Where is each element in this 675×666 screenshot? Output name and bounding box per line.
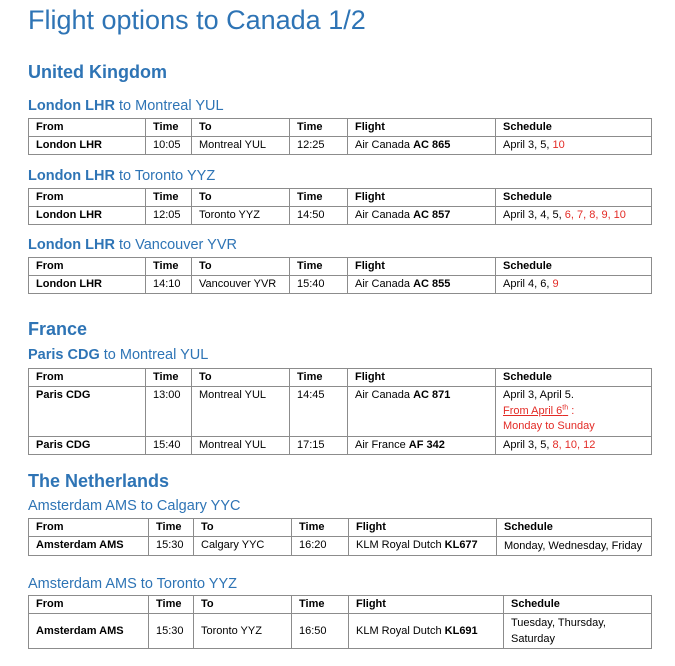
cell-from: London LHR [29, 137, 146, 155]
schedule-change-note [503, 404, 644, 420]
cell-flight [349, 614, 504, 649]
cell-from: Paris CDG [29, 387, 146, 437]
cell-schedule [496, 387, 652, 437]
route-origin: Paris CDG [28, 347, 100, 363]
table-row [29, 387, 652, 437]
cell-from: Amsterdam AMS [29, 537, 149, 556]
col-header-from: From [29, 596, 149, 614]
table-header-row [29, 369, 652, 387]
schedule-dates-highlight: 6, 7, 8, 9, 10 [564, 209, 626, 221]
schedule-dates: April 3, 5, [503, 438, 553, 451]
col-header-departure-time: Time [149, 596, 194, 614]
cell-departure-time: 10:05 [146, 137, 192, 155]
col-header-arrival-time: Time [290, 119, 348, 137]
cell-arrival-time: 12:25 [290, 137, 348, 155]
flight-table-ams-yyc [28, 518, 652, 556]
schedule-dates: April 4, 6, [503, 278, 553, 290]
cell-arrival-time: 16:50 [292, 614, 349, 649]
schedule-dates-highlight: 8, 10, 12 [552, 438, 596, 451]
cell-to: Montreal YUL [192, 137, 290, 155]
airline-name: KLM Royal Dutch [356, 539, 445, 551]
col-header-departure-time: Time [146, 189, 192, 207]
col-header-flight: Flight [349, 519, 497, 537]
cell-departure-time: 15:30 [149, 614, 194, 649]
cell-schedule: Tuesday, Thursday, Saturday [504, 614, 652, 649]
cell-departure-time: 13:00 [146, 387, 192, 437]
route-heading-lhr-yul [28, 97, 224, 115]
route-origin: London LHR [28, 98, 115, 114]
cell-flight [348, 276, 496, 294]
col-header-arrival-time: Time [292, 519, 349, 537]
col-header-to: To [192, 119, 290, 137]
schedule-dates-highlight: 10 [552, 139, 565, 151]
col-header-schedule: Schedule [496, 258, 652, 276]
col-header-schedule: Schedule [497, 519, 652, 537]
table-row [29, 137, 652, 155]
table-row [29, 207, 652, 225]
col-header-arrival-time: Time [292, 596, 349, 614]
country-heading-france: France [28, 319, 88, 339]
route-destination: to Montreal YUL [99, 347, 209, 363]
flight-table-lhr-yvr [28, 257, 652, 294]
col-header-departure-time: Time [149, 519, 194, 537]
col-header-from: From [29, 189, 146, 207]
cell-from: London LHR [29, 207, 146, 225]
table-row [29, 436, 652, 454]
col-header-departure-time: Time [146, 369, 192, 387]
table-header-row [29, 119, 652, 137]
col-header-from: From [29, 258, 146, 276]
flight-table-lhr-yul [28, 118, 652, 155]
schedule-dates: April 3, April 5. [503, 389, 574, 401]
col-header-departure-time: Time [146, 258, 192, 276]
cell-arrival-time: 14:45 [290, 387, 348, 437]
table-row [29, 614, 652, 649]
schedule-change-days: Monday to Sunday [503, 420, 595, 432]
table-header-row [29, 519, 652, 537]
col-header-to: To [192, 258, 290, 276]
table-header-row [29, 596, 652, 614]
col-header-to: To [192, 189, 290, 207]
country-heading-netherlands: The Netherlands [28, 471, 170, 491]
route-destination: to Montreal YUL [114, 98, 224, 114]
col-header-to: To [194, 519, 292, 537]
cell-schedule [496, 207, 652, 225]
col-header-to: To [194, 596, 292, 614]
cell-arrival-time: 17:15 [290, 436, 348, 454]
cell-flight [348, 207, 496, 225]
cell-schedule [496, 436, 652, 454]
schedule-change-date [503, 405, 568, 417]
flight-number: AC 855 [413, 278, 451, 290]
flight-number: AC 871 [413, 389, 451, 401]
airline-name: Air Canada [355, 139, 414, 151]
table-header-row [29, 258, 652, 276]
airline-name: Air France [355, 438, 409, 451]
cell-to: Montreal YUL [192, 436, 290, 454]
col-header-arrival-time: Time [290, 369, 348, 387]
schedule-dates: April 3, 4, 5, [503, 209, 565, 221]
schedule-change-date-text: From April 6 [503, 404, 563, 417]
airline-name: Air Canada [355, 389, 414, 401]
col-header-schedule: Schedule [504, 596, 652, 614]
page-title: Flight options to Canada 1/2 [28, 5, 366, 35]
route-origin: London LHR [28, 168, 115, 184]
col-header-flight: Flight [348, 189, 496, 207]
cell-departure-time: 12:05 [146, 207, 192, 225]
route-heading-ams-yyz: Amsterdam AMS to Toronto YYZ [28, 576, 237, 592]
cell-flight [348, 436, 496, 454]
airline-name: KLM Royal Dutch [356, 624, 445, 637]
route-heading-ams-yyc: Amsterdam AMS to Calgary YYC [28, 498, 241, 514]
cell-flight [348, 137, 496, 155]
cell-from: Amsterdam AMS [29, 614, 149, 649]
cell-arrival-time: 14:50 [290, 207, 348, 225]
cell-flight [348, 387, 496, 437]
route-destination: to Vancouver YVR [114, 237, 237, 253]
col-header-from: From [29, 119, 146, 137]
route-heading-lhr-yvr [28, 236, 237, 254]
flight-number: KL691 [444, 624, 478, 637]
col-header-departure-time: Time [146, 119, 192, 137]
route-origin: London LHR [28, 237, 115, 253]
flight-number: AF 342 [408, 438, 445, 451]
cell-flight [349, 537, 497, 556]
cell-to: Montreal YUL [192, 387, 290, 437]
table-row [29, 537, 652, 556]
col-header-flight: Flight [348, 119, 496, 137]
cell-schedule: Monday, Wednesday, Friday [497, 537, 652, 556]
cell-from: Paris CDG [29, 436, 146, 454]
flight-number: AC 865 [413, 139, 451, 151]
col-header-arrival-time: Time [290, 189, 348, 207]
country-heading-uk: United Kingdom [28, 62, 167, 82]
flight-table-cdg-yul [28, 368, 652, 455]
cell-to: Toronto YYZ [192, 207, 290, 225]
cell-to: Calgary YYC [194, 537, 292, 556]
schedule-dates-highlight: 9 [552, 278, 559, 290]
schedule-change-colon: : [568, 404, 575, 417]
col-header-from: From [29, 369, 146, 387]
route-heading-lhr-yyz [28, 167, 215, 185]
cell-departure-time: 15:40 [146, 436, 192, 454]
col-header-to: To [192, 369, 290, 387]
cell-arrival-time: 16:20 [292, 537, 349, 556]
route-destination: to Toronto YYZ [114, 168, 216, 184]
col-header-flight: Flight [348, 258, 496, 276]
col-header-flight: Flight [348, 369, 496, 387]
cell-schedule [496, 276, 652, 294]
flight-table-lhr-yyz [28, 188, 652, 225]
col-header-flight: Flight [349, 596, 504, 614]
col-header-schedule: Schedule [496, 369, 652, 387]
col-header-arrival-time: Time [290, 258, 348, 276]
col-header-from: From [29, 519, 149, 537]
airline-name: Air Canada [355, 278, 414, 290]
flight-number: AC 857 [413, 209, 451, 221]
cell-to: Vancouver YVR [192, 276, 290, 294]
flight-table-ams-yyz [28, 595, 652, 649]
cell-departure-time: 14:10 [146, 276, 192, 294]
cell-arrival-time: 15:40 [290, 276, 348, 294]
cell-schedule [496, 137, 652, 155]
cell-departure-time: 15:30 [149, 537, 194, 556]
route-heading-cdg-yul [28, 346, 208, 364]
cell-from: London LHR [29, 276, 146, 294]
col-header-schedule: Schedule [496, 119, 652, 137]
table-row [29, 276, 652, 294]
col-header-schedule: Schedule [496, 189, 652, 207]
airline-name: Air Canada [355, 209, 414, 221]
cell-to: Toronto YYZ [194, 614, 292, 649]
table-header-row [29, 189, 652, 207]
ordinal-suffix: th [562, 403, 569, 411]
schedule-dates: April 3, 5, [503, 139, 553, 151]
flight-number: KL677 [444, 539, 478, 551]
